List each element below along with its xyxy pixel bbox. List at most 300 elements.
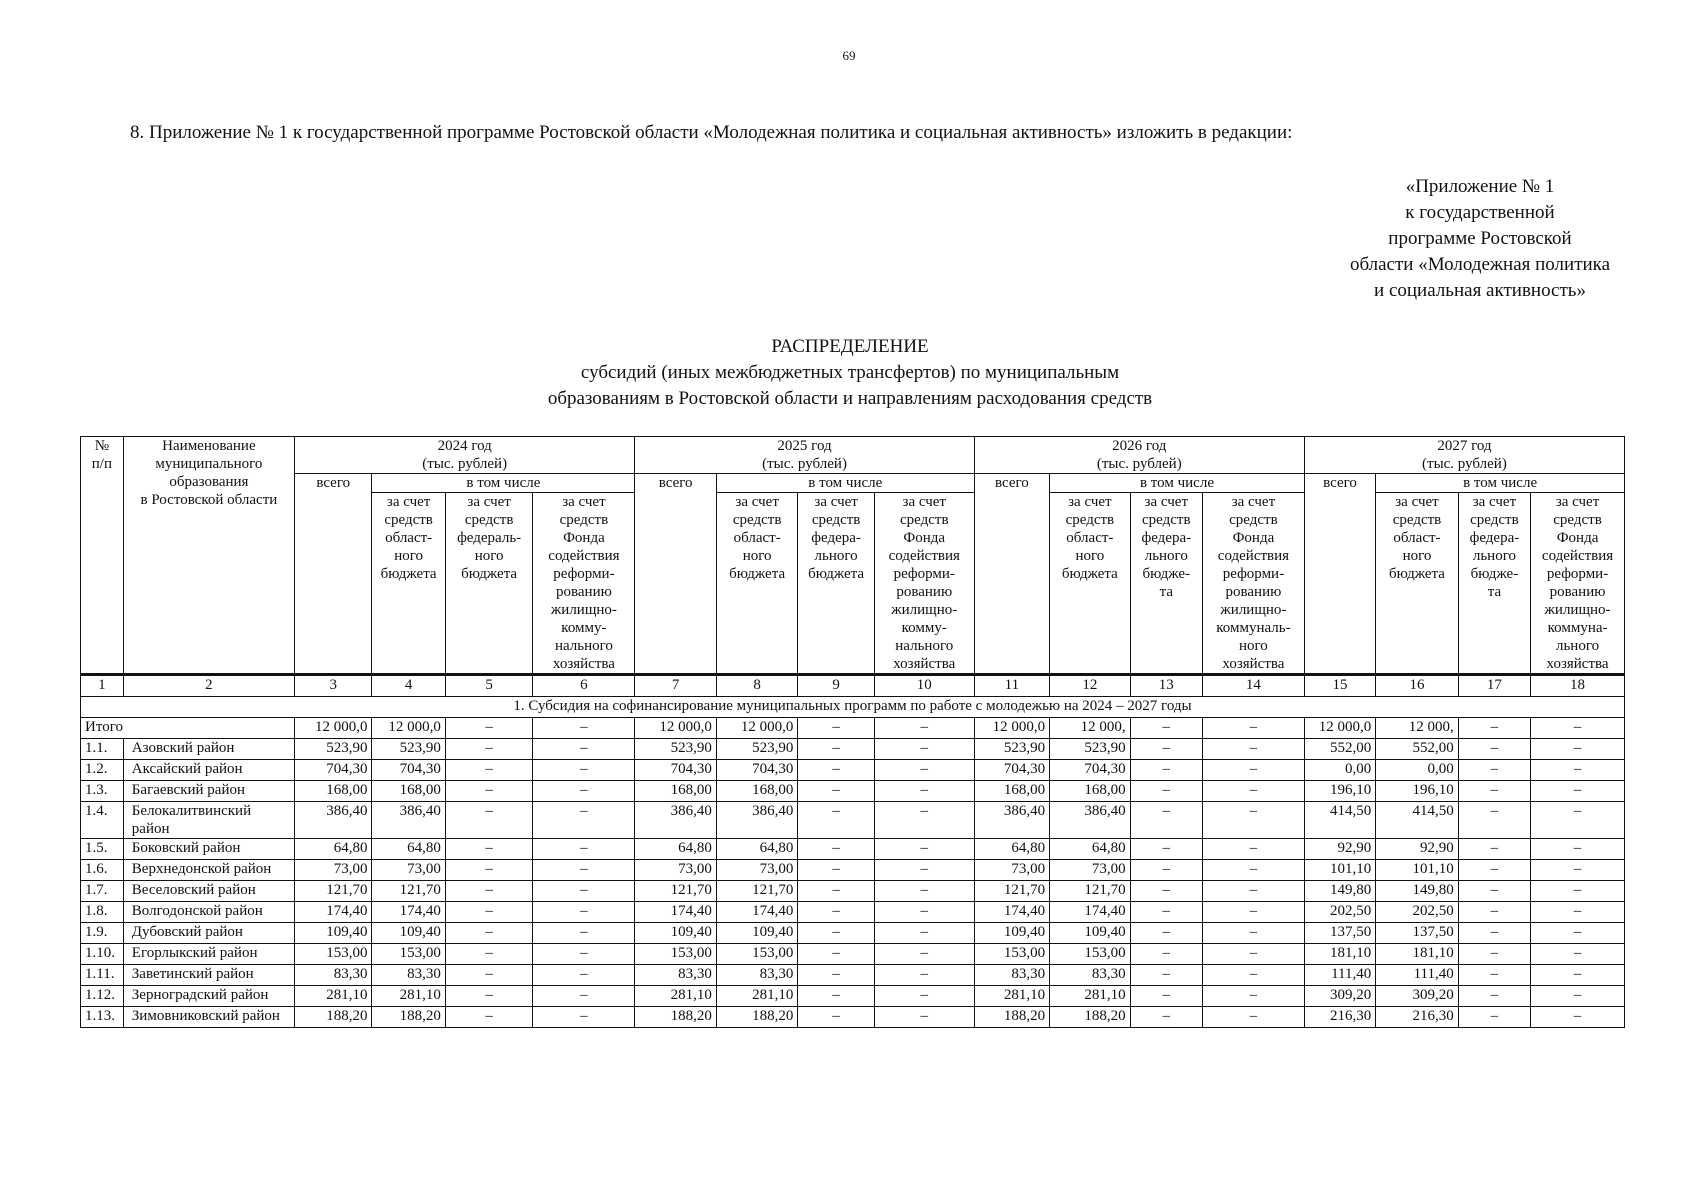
total-label: Итого: [81, 718, 295, 739]
row-value: –: [533, 802, 635, 839]
page-number: 69: [842, 48, 856, 63]
column-number: 18: [1531, 675, 1625, 697]
row-value: –: [1130, 839, 1202, 860]
row-value: –: [445, 881, 533, 902]
row-value: 64,80: [295, 839, 372, 860]
row-value: –: [1531, 1007, 1625, 1028]
row-value: 188,20: [372, 1007, 445, 1028]
row-value: 523,90: [974, 739, 1049, 760]
row-value: –: [1130, 902, 1202, 923]
row-value: –: [1531, 781, 1625, 802]
row-value: 153,00: [1050, 944, 1131, 965]
header-total: всего: [295, 474, 372, 675]
header-source: за счет средств Фонда содействия реформи- рованию жилищно- комму- нального хозяйства: [533, 493, 635, 675]
header-source: за счет средств Фонда содействия реформи- рованию жилищно- коммуналь- ного хозяйства: [1202, 493, 1304, 675]
row-value: –: [1130, 760, 1202, 781]
row-value: 552,00: [1304, 739, 1375, 760]
row-value: 174,40: [1050, 902, 1131, 923]
row-value: –: [874, 860, 974, 881]
header-source: за счет средств федера- льного бюджета: [798, 493, 874, 675]
row-value: –: [533, 739, 635, 760]
column-number: 11: [974, 675, 1049, 697]
row-value: 153,00: [295, 944, 372, 965]
column-number: 5: [445, 675, 533, 697]
row-municipality: Белокалитвинский район: [123, 802, 294, 839]
column-number: 14: [1202, 675, 1304, 697]
row-value: –: [1531, 923, 1625, 944]
row-value: –: [798, 860, 874, 881]
row-value: –: [1202, 839, 1304, 860]
row-value: 101,10: [1376, 860, 1459, 881]
total-value: –: [798, 718, 874, 739]
row-value: 121,70: [716, 881, 798, 902]
table-row: [81, 839, 1625, 860]
row-value: 64,80: [1050, 839, 1131, 860]
row-value: –: [445, 860, 533, 881]
column-number: 13: [1130, 675, 1202, 697]
row-value: –: [1531, 944, 1625, 965]
row-value: 181,10: [1376, 944, 1459, 965]
row-value: –: [798, 839, 874, 860]
row-value: –: [445, 944, 533, 965]
row-value: 704,30: [716, 760, 798, 781]
row-value: –: [874, 781, 974, 802]
row-value: 168,00: [974, 781, 1049, 802]
row-value: –: [533, 965, 635, 986]
row-value: 64,80: [974, 839, 1049, 860]
row-value: 83,30: [635, 965, 717, 986]
header-source: за счет средств област- ного бюджета: [372, 493, 445, 675]
row-value: 704,30: [1050, 760, 1131, 781]
total-value: –: [445, 718, 533, 739]
column-number: 2: [123, 675, 294, 697]
header-source: за счет средств федера- льного бюдже- та: [1130, 493, 1202, 675]
row-value: –: [1458, 860, 1530, 881]
row-value: –: [798, 923, 874, 944]
row-value: –: [1202, 1007, 1304, 1028]
header-source: за счет средств област- ного бюджета: [1376, 493, 1459, 675]
row-value: 83,30: [716, 965, 798, 986]
row-value: –: [874, 760, 974, 781]
row-value: –: [1531, 739, 1625, 760]
total-value: –: [1458, 718, 1530, 739]
column-number: 12: [1050, 675, 1131, 697]
table-header: [81, 437, 1625, 697]
row-value: 111,40: [1376, 965, 1459, 986]
row-value: –: [798, 781, 874, 802]
row-index: 1.4.: [81, 802, 124, 839]
row-index: 1.2.: [81, 760, 124, 781]
row-value: 73,00: [295, 860, 372, 881]
column-number: 8: [716, 675, 798, 697]
row-value: –: [1202, 881, 1304, 902]
row-value: 83,30: [974, 965, 1049, 986]
row-municipality: Волгодонской район: [123, 902, 294, 923]
row-value: –: [1458, 802, 1530, 839]
row-value: 0,00: [1304, 760, 1375, 781]
row-value: 73,00: [716, 860, 798, 881]
row-value: –: [1458, 781, 1530, 802]
column-numbers-row: [81, 675, 1625, 697]
row-value: 153,00: [372, 944, 445, 965]
row-value: –: [1531, 881, 1625, 902]
row-index: 1.1.: [81, 739, 124, 760]
row-value: 414,50: [1376, 802, 1459, 839]
row-value: 168,00: [1050, 781, 1131, 802]
row-value: –: [1458, 760, 1530, 781]
row-value: 188,20: [716, 1007, 798, 1028]
section-row: [81, 697, 1625, 718]
row-value: 101,10: [1304, 860, 1375, 881]
header-total: всего: [1304, 474, 1375, 675]
column-number: 6: [533, 675, 635, 697]
column-number: 10: [874, 675, 974, 697]
row-value: –: [1130, 739, 1202, 760]
row-value: –: [1458, 965, 1530, 986]
row-value: –: [1458, 902, 1530, 923]
row-municipality: Веселовский район: [123, 881, 294, 902]
row-value: 121,70: [372, 881, 445, 902]
row-value: 168,00: [716, 781, 798, 802]
column-number: 4: [372, 675, 445, 697]
column-number: 9: [798, 675, 874, 697]
row-municipality: Верхнедонской район: [123, 860, 294, 881]
row-index: 1.7.: [81, 881, 124, 902]
row-value: 174,40: [635, 902, 717, 923]
row-value: –: [1458, 986, 1530, 1007]
row-value: –: [874, 839, 974, 860]
row-value: 523,90: [635, 739, 717, 760]
row-value: –: [533, 781, 635, 802]
row-value: 0,00: [1376, 760, 1459, 781]
row-value: 153,00: [716, 944, 798, 965]
row-value: 386,40: [295, 802, 372, 839]
total-value: –: [874, 718, 974, 739]
row-value: 174,40: [974, 902, 1049, 923]
row-value: –: [533, 944, 635, 965]
total-value: –: [1130, 718, 1202, 739]
row-value: –: [1130, 881, 1202, 902]
row-value: 168,00: [295, 781, 372, 802]
row-municipality: Аксайский район: [123, 760, 294, 781]
total-value: –: [1531, 718, 1625, 739]
row-value: –: [1531, 965, 1625, 986]
row-value: 92,90: [1376, 839, 1459, 860]
row-value: –: [1202, 965, 1304, 986]
row-index: 1.10.: [81, 944, 124, 965]
row-value: 83,30: [295, 965, 372, 986]
row-value: –: [1458, 1007, 1530, 1028]
row-value: –: [1130, 923, 1202, 944]
row-value: –: [445, 802, 533, 839]
row-index: 1.5.: [81, 839, 124, 860]
title-subheading: субсидий (иных межбюджетных трансфертов) по муниципальным: [580, 362, 1120, 383]
row-value: 281,10: [1050, 986, 1131, 1007]
row-value: 704,30: [372, 760, 445, 781]
row-index: 1.9.: [81, 923, 124, 944]
appendix-line: области «Молодежная политика: [1349, 254, 1611, 275]
table-row: [81, 965, 1625, 986]
row-value: 153,00: [974, 944, 1049, 965]
table-row: [81, 881, 1625, 902]
row-value: –: [1531, 839, 1625, 860]
column-number: 1: [81, 675, 124, 697]
row-value: 281,10: [635, 986, 717, 1007]
row-index: 1.12.: [81, 986, 124, 1007]
appendix-line: программе Ростовской: [1388, 228, 1572, 249]
row-value: 64,80: [716, 839, 798, 860]
row-value: –: [1130, 860, 1202, 881]
row-value: –: [798, 944, 874, 965]
row-value: 216,30: [1376, 1007, 1459, 1028]
header-source: за счет средств федера- льного бюдже- та: [1458, 493, 1530, 675]
row-value: 188,20: [295, 1007, 372, 1028]
total-value: –: [1202, 718, 1304, 739]
row-value: –: [533, 902, 635, 923]
row-value: 202,50: [1376, 902, 1459, 923]
row-value: 149,80: [1376, 881, 1459, 902]
row-index: 1.11.: [81, 965, 124, 986]
row-municipality: Боковский район: [123, 839, 294, 860]
row-value: 109,40: [1050, 923, 1131, 944]
row-value: –: [445, 986, 533, 1007]
row-value: 281,10: [974, 986, 1049, 1007]
row-value: 552,00: [1376, 739, 1459, 760]
row-value: –: [1130, 781, 1202, 802]
total-value: 12 000,0: [716, 718, 798, 739]
row-value: 111,40: [1304, 965, 1375, 986]
header-including: в том числе: [1376, 474, 1625, 493]
subsidy-distribution-table: [80, 436, 1625, 1028]
total-value: 12 000,: [1050, 718, 1131, 739]
column-number: 3: [295, 675, 372, 697]
row-value: –: [533, 923, 635, 944]
row-value: 309,20: [1376, 986, 1459, 1007]
row-value: 188,20: [1050, 1007, 1131, 1028]
total-row: [81, 718, 1625, 739]
row-value: –: [1130, 802, 1202, 839]
row-value: 121,70: [635, 881, 717, 902]
row-value: –: [798, 902, 874, 923]
table-row: [81, 860, 1625, 881]
row-value: 174,40: [295, 902, 372, 923]
intro-paragraph: 8. Приложение № 1 к государственной программе Ростовской области «Молодежная политика и социальная активность» изложить в редакции:: [130, 122, 1293, 143]
column-number: 17: [1458, 675, 1530, 697]
row-index: 1.13.: [81, 1007, 124, 1028]
row-value: 168,00: [635, 781, 717, 802]
table-row: [81, 739, 1625, 760]
row-value: 281,10: [295, 986, 372, 1007]
header-source: за счет средств област- ного бюджета: [716, 493, 798, 675]
row-value: –: [1202, 923, 1304, 944]
row-value: –: [798, 965, 874, 986]
row-municipality: Азовский район: [123, 739, 294, 760]
row-value: –: [1458, 739, 1530, 760]
row-value: –: [533, 881, 635, 902]
row-value: 523,90: [1050, 739, 1131, 760]
row-value: –: [445, 902, 533, 923]
row-value: 121,70: [1050, 881, 1131, 902]
column-number: 15: [1304, 675, 1375, 697]
row-value: –: [445, 923, 533, 944]
row-value: 121,70: [974, 881, 1049, 902]
row-value: –: [1458, 923, 1530, 944]
total-value: 12 000,: [1376, 718, 1459, 739]
row-municipality: Заветинский район: [123, 965, 294, 986]
row-value: –: [874, 923, 974, 944]
row-index: 1.3.: [81, 781, 124, 802]
table-row: [81, 902, 1625, 923]
row-value: 83,30: [1050, 965, 1131, 986]
table-row: [81, 944, 1625, 965]
row-value: –: [798, 986, 874, 1007]
row-value: 137,50: [1376, 923, 1459, 944]
row-value: 216,30: [1304, 1007, 1375, 1028]
table-row: [81, 986, 1625, 1007]
row-value: –: [1130, 965, 1202, 986]
total-value: 12 000,0: [974, 718, 1049, 739]
column-number: 7: [635, 675, 717, 697]
row-value: –: [1458, 881, 1530, 902]
row-value: –: [1202, 902, 1304, 923]
header-total: всего: [635, 474, 717, 675]
title-heading: РАСПРЕДЕЛЕНИЕ: [771, 336, 929, 357]
row-value: 523,90: [372, 739, 445, 760]
row-value: 181,10: [1304, 944, 1375, 965]
row-value: –: [1202, 781, 1304, 802]
row-value: –: [1202, 944, 1304, 965]
row-value: 704,30: [295, 760, 372, 781]
row-value: 109,40: [635, 923, 717, 944]
appendix-line: к государственной: [1405, 202, 1555, 223]
header-including: в том числе: [716, 474, 974, 493]
row-value: –: [533, 760, 635, 781]
total-value: –: [533, 718, 635, 739]
table-row: [81, 923, 1625, 944]
document-title: [420, 334, 1280, 412]
row-value: 523,90: [295, 739, 372, 760]
total-value: 12 000,0: [635, 718, 717, 739]
row-index: 1.8.: [81, 902, 124, 923]
row-value: –: [1130, 944, 1202, 965]
column-number: 16: [1376, 675, 1459, 697]
row-value: 386,40: [372, 802, 445, 839]
row-value: –: [1202, 802, 1304, 839]
row-value: 386,40: [974, 802, 1049, 839]
header-no: № п/п: [81, 437, 124, 675]
table-row: [81, 1007, 1625, 1028]
row-value: 188,20: [974, 1007, 1049, 1028]
row-value: –: [798, 760, 874, 781]
row-value: –: [1202, 860, 1304, 881]
row-value: –: [445, 839, 533, 860]
row-value: –: [445, 781, 533, 802]
row-value: 92,90: [1304, 839, 1375, 860]
header-source: за счет средств област- ного бюджета: [1050, 493, 1131, 675]
row-value: –: [445, 965, 533, 986]
row-value: 174,40: [716, 902, 798, 923]
row-value: 109,40: [372, 923, 445, 944]
row-value: 109,40: [974, 923, 1049, 944]
row-value: 153,00: [635, 944, 717, 965]
header-year: 2024 год (тыс. рублей): [295, 437, 635, 474]
header-including: в том числе: [1050, 474, 1305, 493]
row-value: 149,80: [1304, 881, 1375, 902]
total-value: 12 000,0: [1304, 718, 1375, 739]
row-value: –: [874, 986, 974, 1007]
appendix-header: [1330, 174, 1630, 304]
row-value: 704,30: [635, 760, 717, 781]
row-municipality: Зерноградский район: [123, 986, 294, 1007]
row-value: –: [1202, 739, 1304, 760]
row-value: 386,40: [1050, 802, 1131, 839]
row-value: –: [1531, 902, 1625, 923]
row-value: –: [798, 739, 874, 760]
header-source: за счет средств федераль- ного бюджета: [445, 493, 533, 675]
row-municipality: Зимовниковский район: [123, 1007, 294, 1028]
row-municipality: Егорлыкский район: [123, 944, 294, 965]
row-value: –: [1531, 986, 1625, 1007]
row-value: –: [874, 881, 974, 902]
table-body: [81, 697, 1625, 1028]
header-total: всего: [974, 474, 1049, 675]
row-value: –: [1458, 944, 1530, 965]
row-value: 137,50: [1304, 923, 1375, 944]
row-value: 281,10: [716, 986, 798, 1007]
row-value: –: [874, 802, 974, 839]
row-value: 109,40: [295, 923, 372, 944]
row-value: 64,80: [635, 839, 717, 860]
row-value: 188,20: [635, 1007, 717, 1028]
total-value: 12 000,0: [372, 718, 445, 739]
title-subheading: образованиям в Ростовской области и направлениям расходования средств: [547, 388, 1153, 409]
table-row: [81, 760, 1625, 781]
row-value: 414,50: [1304, 802, 1375, 839]
header-source: за счет средств Фонда содействия реформи- рованию жилищно- коммуна- льного хозяйства: [1531, 493, 1625, 675]
appendix-line: и социальная активность»: [1374, 280, 1586, 301]
row-value: 73,00: [1050, 860, 1131, 881]
row-value: 83,30: [372, 965, 445, 986]
row-value: 196,10: [1376, 781, 1459, 802]
row-value: 109,40: [716, 923, 798, 944]
row-value: 73,00: [635, 860, 717, 881]
table-row: [81, 802, 1625, 839]
row-value: 168,00: [372, 781, 445, 802]
appendix-line: «Приложение № 1: [1405, 176, 1555, 197]
row-value: –: [445, 760, 533, 781]
total-value: 12 000,0: [295, 718, 372, 739]
row-value: –: [1531, 860, 1625, 881]
header-source: за счет средств Фонда содействия реформи- рованию жилищно- комму- нального хозяйства: [874, 493, 974, 675]
row-value: 196,10: [1304, 781, 1375, 802]
row-value: –: [798, 881, 874, 902]
row-value: 174,40: [372, 902, 445, 923]
table-row: [81, 781, 1625, 802]
row-municipality: Багаевский район: [123, 781, 294, 802]
row-value: –: [874, 902, 974, 923]
row-value: –: [533, 839, 635, 860]
header-name: Наименование муниципального образования в Ростовской области: [123, 437, 294, 675]
row-value: 523,90: [716, 739, 798, 760]
row-value: –: [1458, 839, 1530, 860]
header-year: 2026 год (тыс. рублей): [974, 437, 1304, 474]
row-value: –: [874, 1007, 974, 1028]
header-year: 2027 год (тыс. рублей): [1304, 437, 1624, 474]
row-value: –: [874, 965, 974, 986]
row-value: –: [533, 1007, 635, 1028]
row-value: –: [1130, 986, 1202, 1007]
row-value: –: [533, 986, 635, 1007]
